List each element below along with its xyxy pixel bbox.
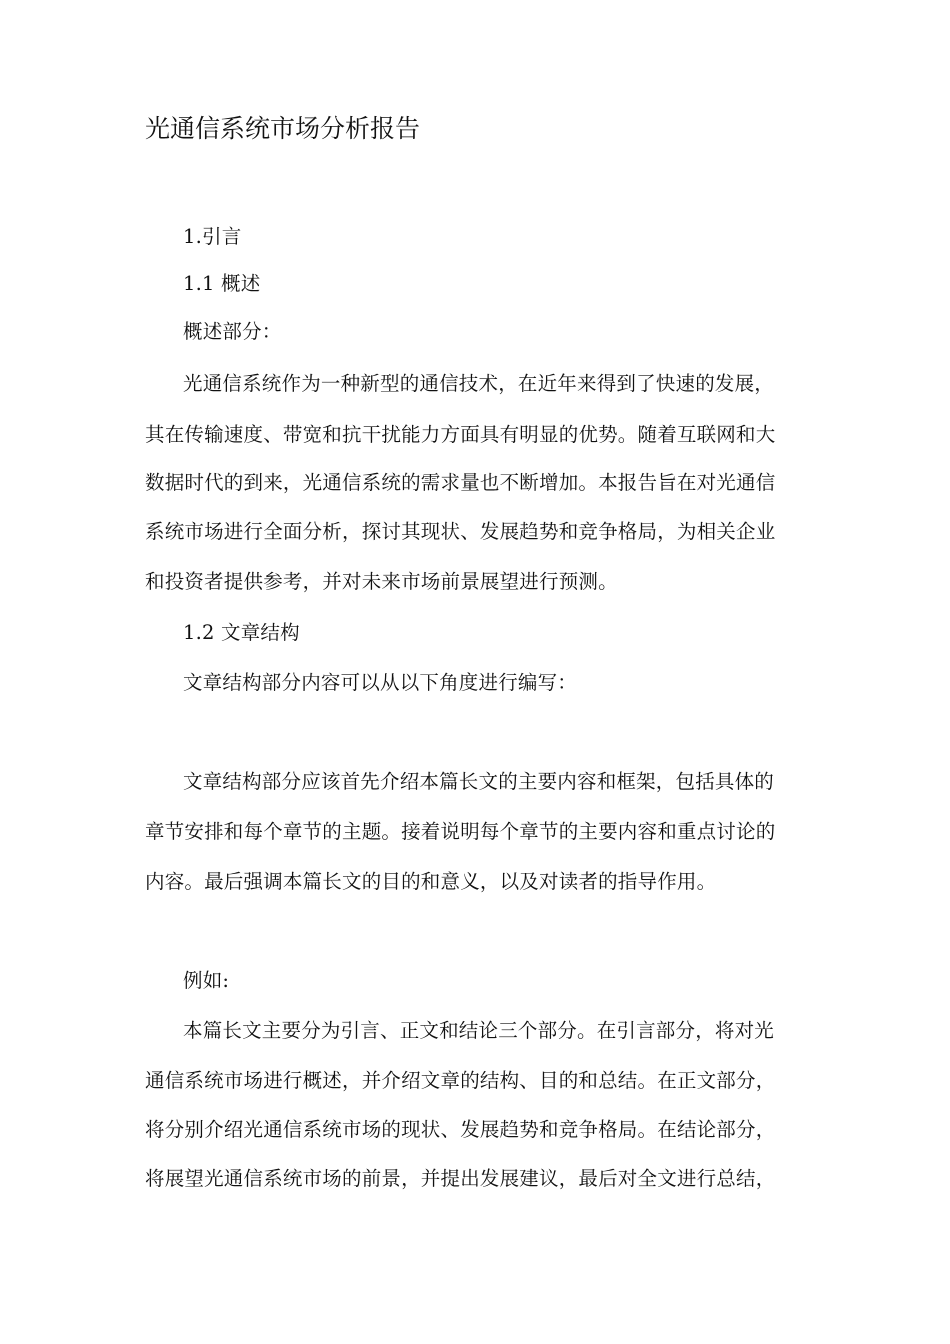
example-label: 例如: xyxy=(183,969,230,992)
heading-introduction: 1.引言 xyxy=(183,225,242,248)
example-paragraph-line: 本篇长文主要分为引言、正文和结论三个部分。在引言部分，将对光 xyxy=(183,1019,775,1042)
heading-overview: 1.1 概述 xyxy=(183,272,261,295)
example-paragraph-line: 将分别介绍光通信系统市场的现状、发展趋势和竞争格局。在结论部分， xyxy=(145,1118,776,1141)
overview-paragraph-line: 其在传输速度、带宽和抗干扰能力方面具有明显的优势。随着互联网和大 xyxy=(145,423,776,446)
page-title: 光通信系统市场分析报告 xyxy=(145,114,421,143)
structure-paragraph-line: 章节安排和每个章节的主题。接着说明每个章节的主要内容和重点讨论的 xyxy=(145,820,776,843)
structure-paragraph-line: 文章结构部分应该首先介绍本篇长文的主要内容和框架，包括具体的 xyxy=(183,770,775,793)
example-paragraph-line: 通信系统市场进行概述，并介绍文章的结构、目的和总结。在正文部分， xyxy=(145,1069,776,1092)
overview-paragraph-line: 和投资者提供参考，并对未来市场前景展望进行预测。 xyxy=(145,570,618,593)
overview-label: 概述部分： xyxy=(183,320,282,343)
heading-article-structure: 1.2 文章结构 xyxy=(183,621,300,644)
structure-paragraph-line: 内容。最后强调本篇长文的目的和意义，以及对读者的指导作用。 xyxy=(145,870,717,893)
example-paragraph-line: 将展望光通信系统市场的前景，并提出发展建议，最后对全文进行总结， xyxy=(145,1167,776,1190)
overview-paragraph-line: 系统市场进行全面分析，探讨其现状、发展趋势和竞争格局，为相关企业 xyxy=(145,520,776,543)
overview-paragraph-line: 光通信系统作为一种新型的通信技术，在近年来得到了快速的发展， xyxy=(183,372,775,395)
overview-paragraph-line: 数据时代的到来，光通信系统的需求量也不断增加。本报告旨在对光通信 xyxy=(145,471,776,494)
structure-intro: 文章结构部分内容可以从以下角度进行编写： xyxy=(183,671,578,694)
